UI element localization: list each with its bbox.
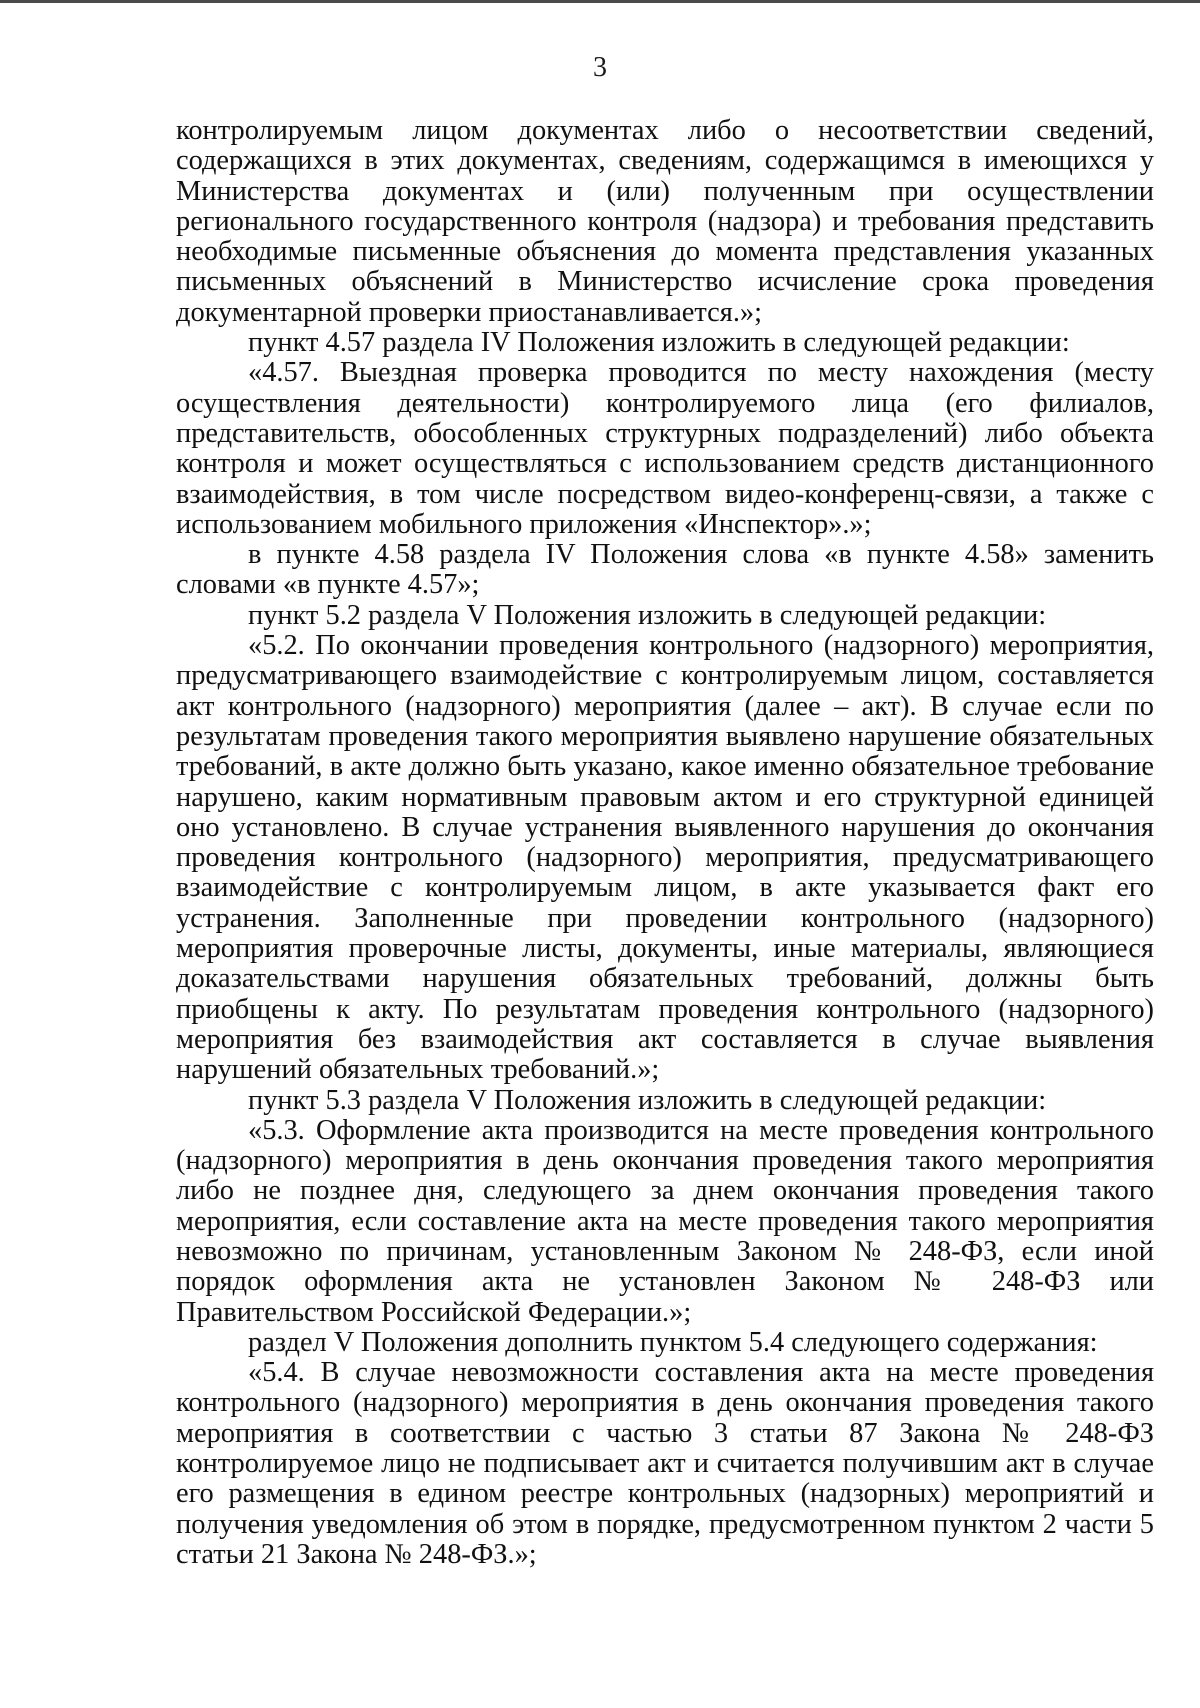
paragraph-clause-5-2: «5.2. По окончании проведения контрольного (надзорного) мероприятия, предусматривающего взаимодействие с контролируемым лицом, составляется акт контрольного (надзорного) мероприятия (далее – акт). В случае если по результатам проведения такого мероприятия выявлено нарушение обязательных требований, в акте должно быть указано, какое именно обязательное требование нарушено, каким нормативным правовым актом и его структурной единицей оно установлено. В случае устранения выявленного нарушения до окончания проведения контрольного (надзорного) мероприятия, предусматривающего взаимодействие с контролируемым лицом, в акте указывается факт его устранения. Заполненные при проведении контрольного (надзорного) мероприятия проверочные листы, документы, иные материалы, являющиеся доказательствами нарушения обязательных требований, должны быть приобщены к акту. По результатам проведения контрольного (надзорного) мероприятия без взаимодействия акт составляется в случае выявления нарушений обязательных требований.»;	[176, 630, 1154, 1086]
paragraph-instruction-4-58: в пункте 4.58 раздела IV Положения слова «в пункте 4.58» заменить словами «в пункте 4.57»;	[176, 539, 1154, 601]
paragraph-clause-5-3: «5.3. Оформление акта производится на месте проведения контрольного (надзорного) мероприятия в день окончания проведения такого мероприятия либо не позднее дня, следующего за днем окончания проведения такого мероприятия, если составление акта на месте проведения такого мероприятия невозможно по причинам, установленным Законом № 248-ФЗ, если иной порядок оформления акта не установлен Законом № 248-ФЗ или Правительством Российской Федерации.»;	[176, 1114, 1154, 1328]
paragraph-instruction-5-4: раздел V Положения дополнить пунктом 5.4 следующего содержания:	[248, 1326, 1098, 1358]
document-body	[176, 116, 1154, 1570]
paragraph-instruction-4-57: пункт 4.57 раздела IV Положения изложить в следующей редакции:	[248, 327, 1070, 359]
paragraph-instruction-5-2: пункт 5.2 раздела V Положения изложить в следующей редакции:	[248, 599, 1047, 631]
paragraph-clause-5-4: «5.4. В случае невозможности составления акта на месте проведения контрольного (надзорного) мероприятия в день окончания проведения такого мероприятия в соответствии с частью 3 статьи 87 Закона № 248-ФЗ контролируемое лицо не подписывает акт и считается получившим акт в случае его размещения в едином реестре контрольных (надзорных) мероприятий и получения уведомления об этом в порядке, предусмотренном пунктом 2 части 5 статьи 21 Закона № 248-ФЗ.»;	[176, 1357, 1154, 1570]
paragraph-continuation: контролируемым лицом документах либо о несоответствии сведений, содержащихся в этих документах, сведениям, содержащимся в имеющихся у Министерства документах и (или) полученным при осуществлении регионального государственного контроля (надзора) и требования представить необходимые письменные объяснения до момента представления указанных письменных объяснений в Министерство исчисление срока проведения документарной проверки приостанавливается.»;	[176, 115, 1154, 328]
paragraph-instruction-5-3: пункт 5.3 раздела V Положения изложить в следующей редакции:	[248, 1084, 1047, 1116]
top-border-line	[0, 0, 1200, 3]
page-number: 3	[593, 52, 607, 83]
paragraph-clause-4-57: «4.57. Выездная проверка проводится по месту нахождения (месту осуществления деятельности) контролируемого лица (его филиалов, представительств, обособленных структурных подразделений) либо объекта контроля и может осуществляться с использованием средств дистанционного взаимодействия, в том числе посредством видео-конференц-связи, а также с использованием мобильного приложения «Инспектор».»;	[176, 357, 1154, 540]
